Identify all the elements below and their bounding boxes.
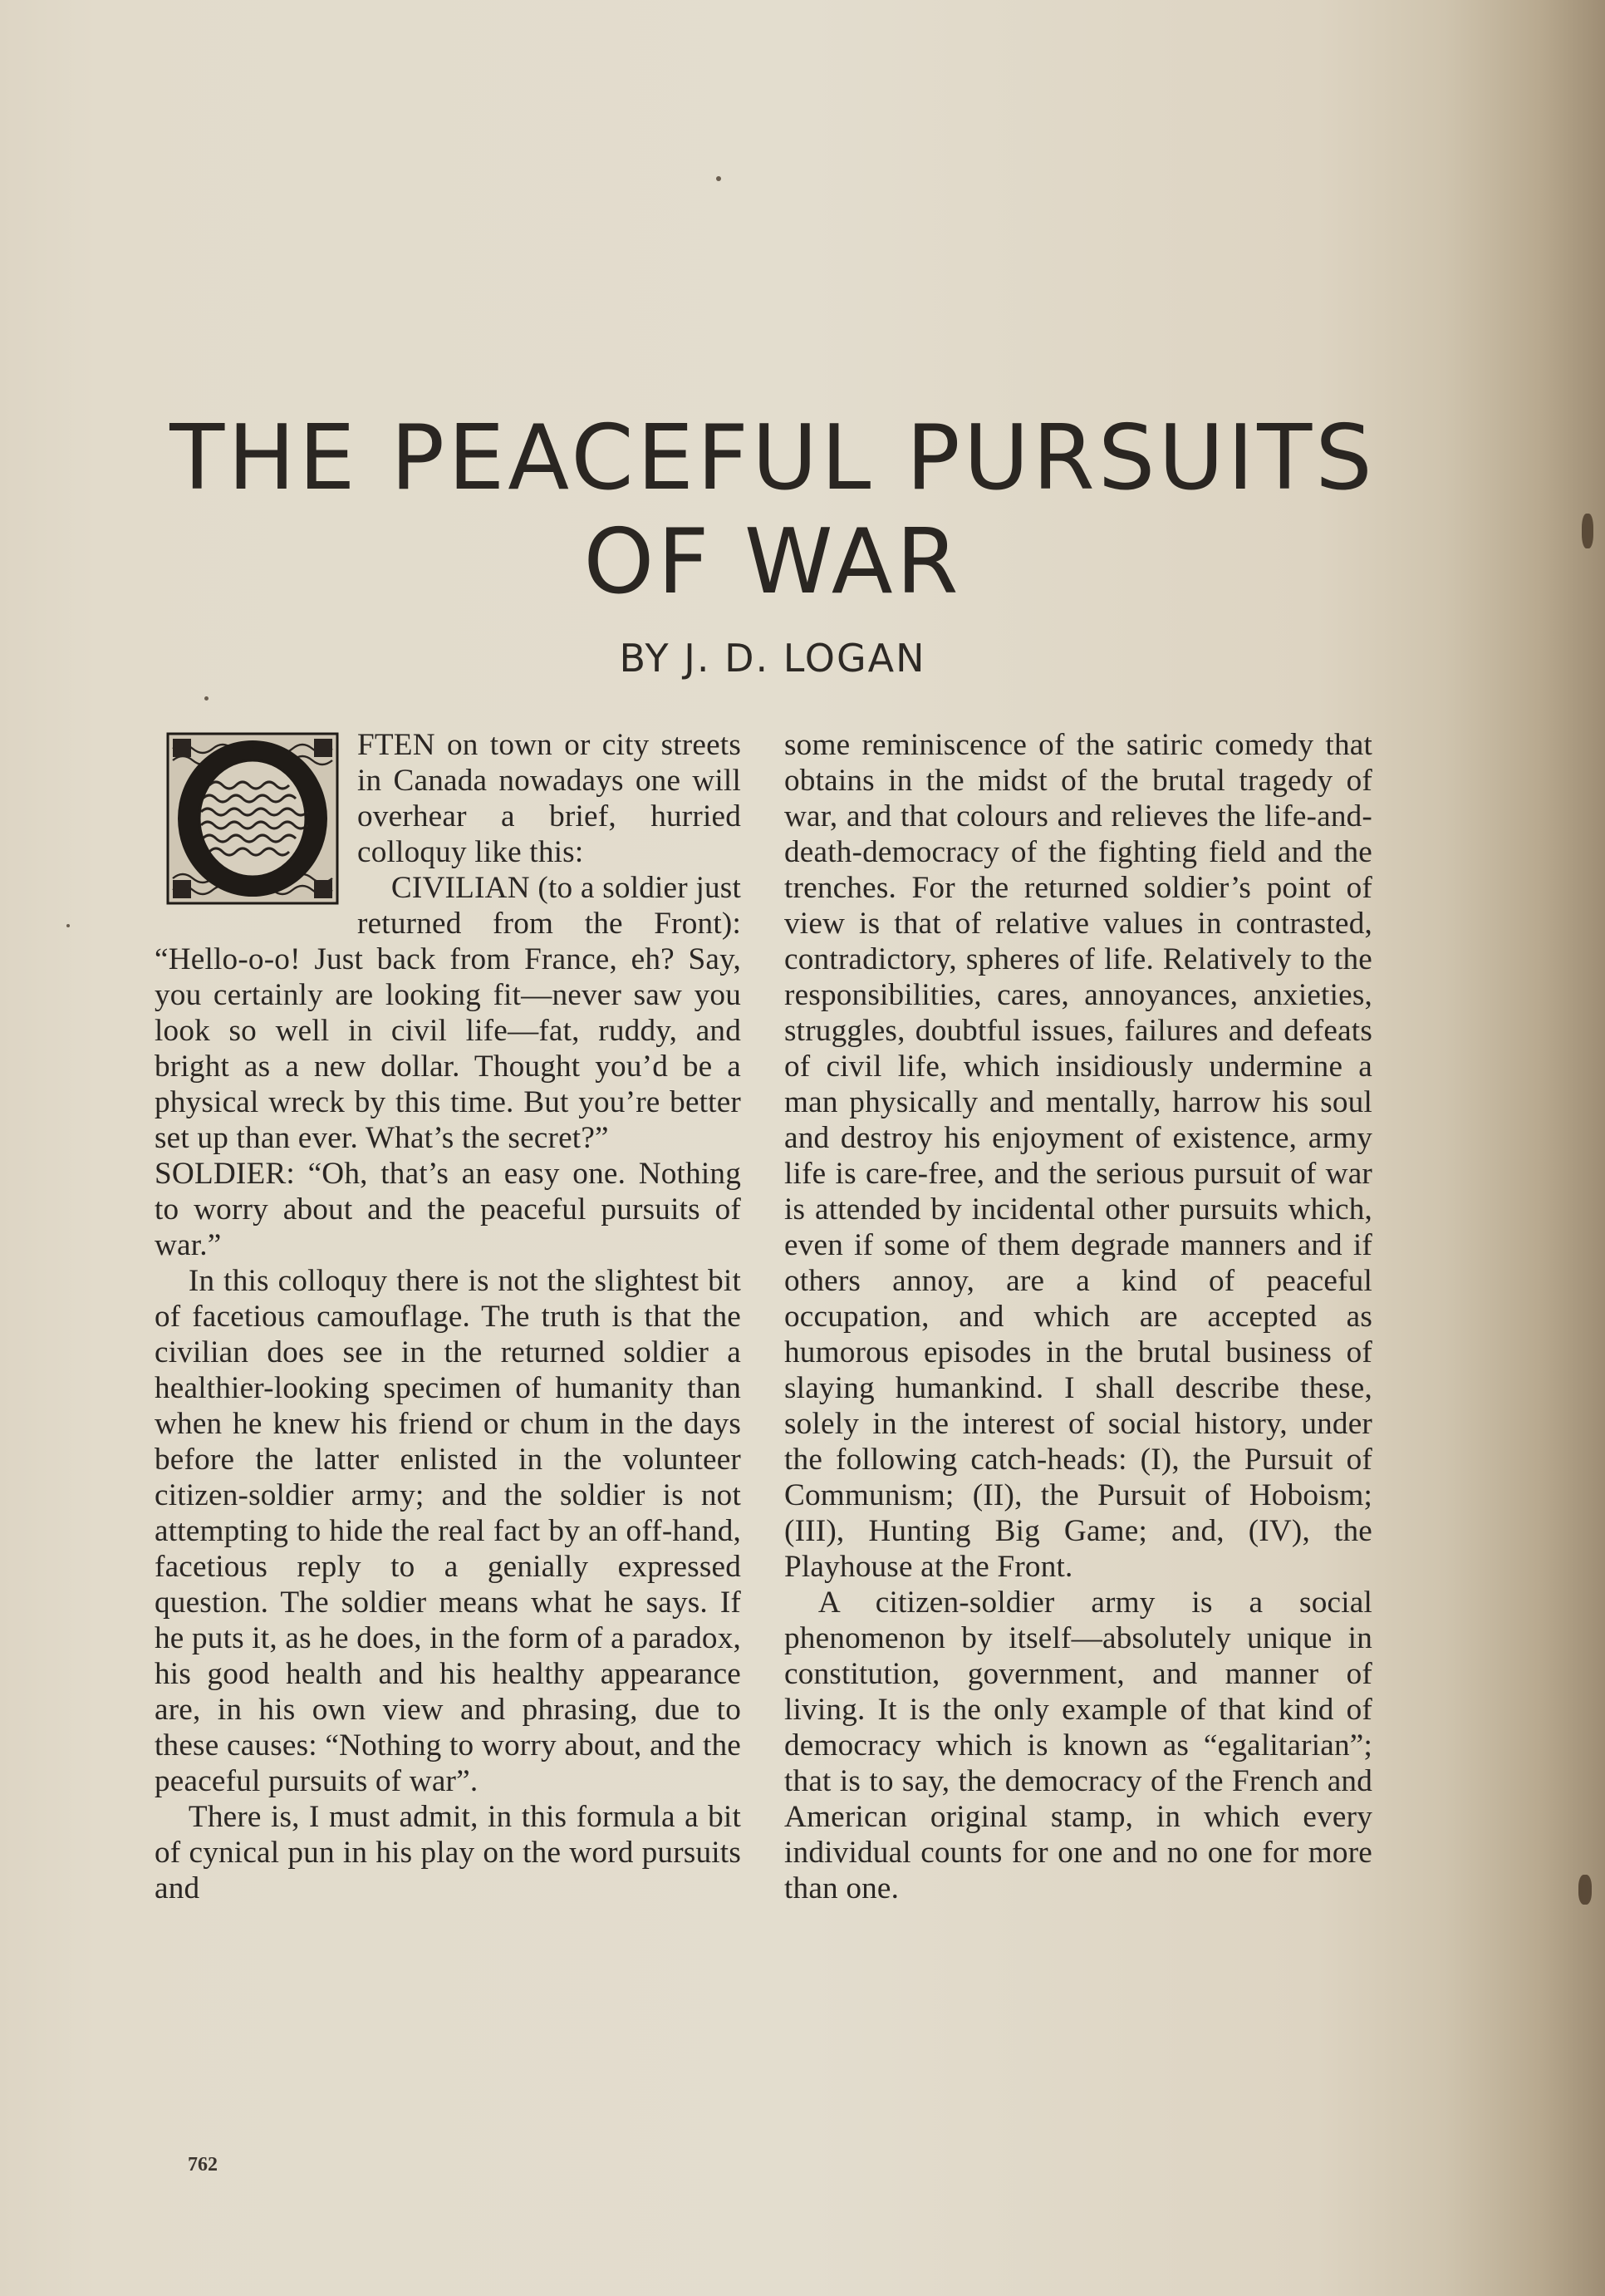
dropcap-o-ornament [166, 732, 339, 905]
dropcap-letter: O [253, 748, 254, 750]
paragraph-formula: There is, I must admit, in this formula a bit of cynical pun in his play on the word pursuits and [155, 1800, 741, 1905]
article-title-line-1: THE PEACEFUL PURSUITS [169, 406, 1376, 510]
paragraph-soldier: SOLDIER: “Oh, that’s an easy one. Nothing to worry about and the peaceful pursuits of war.” [155, 1157, 741, 1262]
paragraph-citizen-army: A citizen-soldier army is a social phenomenon by itself—absolutely unique in constitution, government, and manner of living. It is the only example of that kind of democracy which is known as “egalitarian”; that is to say, the democracy of the French and American original stamp, in which every individual counts for one and no one for more than one. [784, 1586, 1372, 1905]
right-column [784, 727, 1372, 1906]
ink-speck [716, 176, 721, 181]
page-edge-mark [1582, 514, 1593, 548]
page-edge-mark [1578, 1875, 1592, 1905]
article-byline: BY J. D. LOGAN [619, 636, 926, 681]
ink-speck [204, 696, 209, 701]
paragraph-colloquy: In this colloquy there is not the slightest bit of facetious camouflage. The truth is that the civilian does see in the returned soldier a healthier-looking specimen of humanity than when he knew his friend or chum in the days before the latter enlisted in the volunteer citizen-soldier army; and the soldier is not attempting to hide the real fact by an off-hand, facetious reply to a genially expressed question. The soldier means what he says. If he puts it, as he does, in the form of a paradox, his good health and his healthy appearance are, in his own view and phrasing, due to these causes: “Nothing to worry about, and the peaceful pursuits of war”. [155, 1264, 741, 1798]
page-number: 762 [188, 2154, 218, 2176]
paragraph-reminiscence: some reminiscence of the satiric comedy that obtains in the midst of the brutal tragedy of war, and that colours and relieves the life-and-death-democracy of the fighting field and the trenches. For the returned soldier’s point of view is that of relative values in contrasted, contradictory, spheres of life. Relatively to the responsibilities, cares, annoyances, anxieties, struggles, doubtful issues, failures and defeats of civil life, which insidiously undermine a man physically and mentally, harrow his soul and destroy his enjoyment of existence, army life is care-free, and the serious pursuit of war is attended by incidental other pursuits which, even if some of them degrade manners and if others annoy, are a kind of peaceful occupation, and which are accepted as humorous episodes in the brutal business of slaying humankind. I shall describe these, solely in the interest of social history, under the following catch-heads: (I), the Pursuit of Communism; (II), the Pursuit of Hoboism; (III), Hunting Big Game; and, (IV), the Playhouse at the Front. [784, 728, 1372, 1584]
article-title-line-2: OF WAR [583, 510, 962, 614]
left-column [155, 727, 741, 1906]
ink-speck [66, 924, 70, 927]
paragraph-opening: FTEN on town or city streets in Canada nowadays one will overhear a brief, hurried colloquy like this: [357, 728, 741, 869]
paragraph-civilian: CIVILIAN (to a soldier just returned from the Front): “Hello-o-o! Just back from France, eh? Say, you certainly are looking fit—never saw you look so well in civil life—fat, ruddy, and bright as a new dollar. Thought you’d be a physical wreck by this time. But you’re better set up than ever. What’s the secret?” [155, 871, 741, 1155]
